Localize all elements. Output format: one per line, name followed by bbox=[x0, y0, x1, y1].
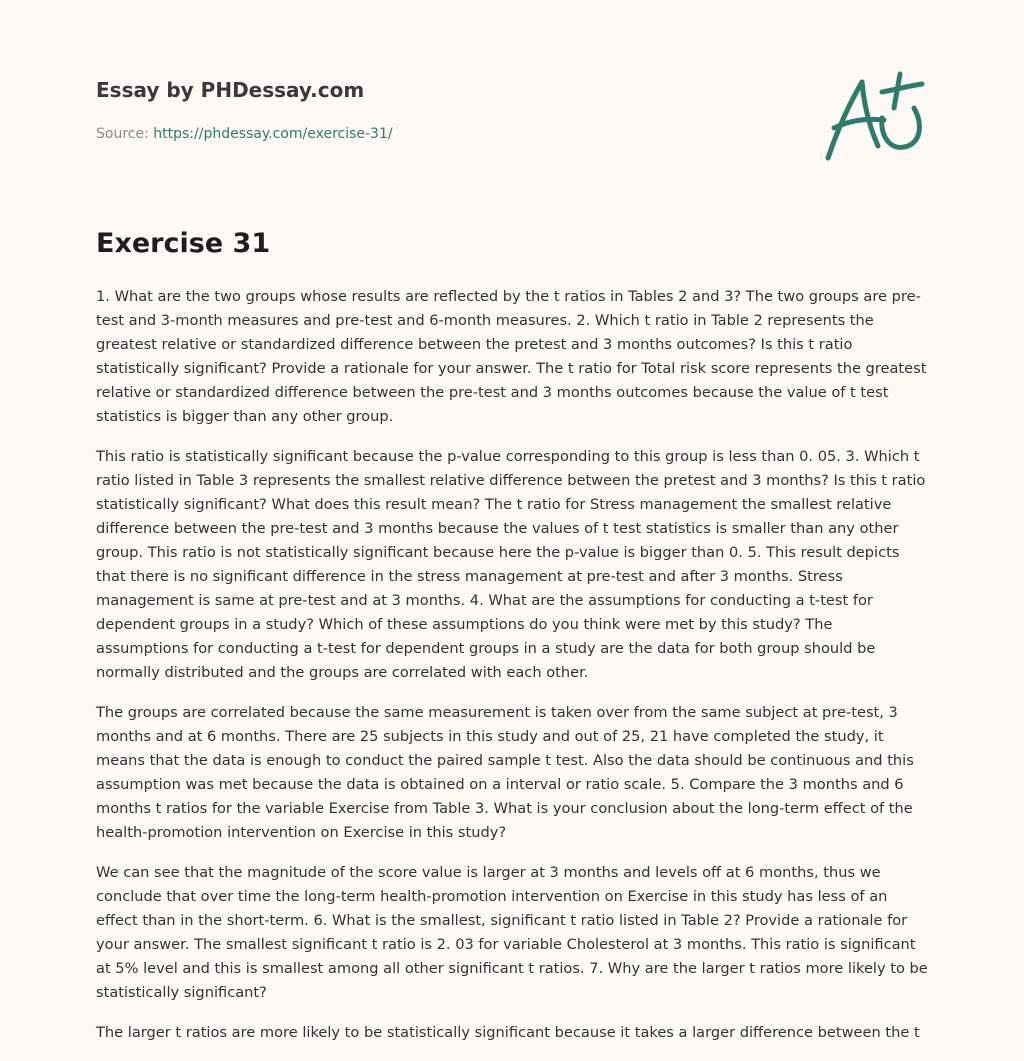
source-link[interactable]: https://phdessay.com/exercise-31/ bbox=[153, 126, 393, 142]
a-plus-grade-icon bbox=[818, 66, 930, 166]
article-paragraph: This ratio is statistically significant because the p-value corresponding to this group is less than 0. 05. 3. Which t ratio listed in Table 3 represents the smallest relative difference between the pretest and 3 months? Is this t ratio statistically significant? What does this result mean? The t ratio for Stress management the smallest relative difference between the pre-test and 3 months because the values of t test statistics is smaller than any other group. This ratio is not statistically significant because here the p-value is bigger than 0. 5. This result depicts that there is no significant difference in the stress management at pre-test and after 3 months. Stress management is same at pre-test and at 3 months. 4. What are the assumptions for conducting a t-test for dependent groups in a study? Which of these assumptions do you think were met by this study? The assumptions for conducting a t-test for dependent groups in a study are the data for both group should be normally distributed and the groups are correlated with each other. bbox=[96, 448, 926, 681]
site-header bbox=[96, 76, 736, 144]
article-body bbox=[96, 285, 928, 1061]
source-label: Source: bbox=[96, 126, 154, 142]
article-paragraph: The larger t ratios are more likely to be statistically significant because it takes a larger difference between the t bbox=[96, 1024, 920, 1041]
article-paragraph: We can see that the magnitude of the score value is larger at 3 months and levels off at 6 months, thus we conclude that over time the long-term health-promotion intervention on Exercise in this study has less of an effect than in the short-term. 6. What is the smallest, significant t ratio listed in Table 2? Provide a rationale for your answer. The smallest significant t ratio is 2. 03 for variable Cholesterol at 3 months. This ratio is significant at 5% level and this is smallest among all other significant t ratios. 7. Why are the larger t ratios more likely to be statistically significant? bbox=[96, 864, 928, 1001]
site-title: Essay by PHDessay.com bbox=[96, 78, 365, 102]
source-line bbox=[96, 124, 736, 144]
article-paragraph: The groups are correlated because the same measurement is taken over from the same subject at pre-test, 3 months and at 6 months. There are 25 subjects in this study and out of 25, 21 have completed the study, it means that the data is enough to conduct the paired sample t test. Also the data should be continuous and this assumption was met because the data is obtained on a interval or ratio scale. 5. Compare the 3 months and 6 months t ratios for the variable Exercise from Table 3. What is your conclusion about the long-term effect of the health-promotion intervention on Exercise in this study? bbox=[96, 704, 914, 841]
article-title: Exercise 31 bbox=[96, 228, 271, 259]
article-paragraph: 1. What are the two groups whose results are reflected by the t ratios in Tables 2 and 3? The two groups are pre-test and 3-month measures and pre-test and 6-month measures. 2. Which t ratio in Table 2 represents the greatest relative or standardized difference between the pretest and 3 months outcomes? Is this t ratio statistically significant? Provide a rationale for your answer. The t ratio for Total risk score represents the greatest relative or standardized difference between the pre-test and 3 months outcomes because the value of t test statistics is bigger than any other group. bbox=[96, 288, 927, 425]
